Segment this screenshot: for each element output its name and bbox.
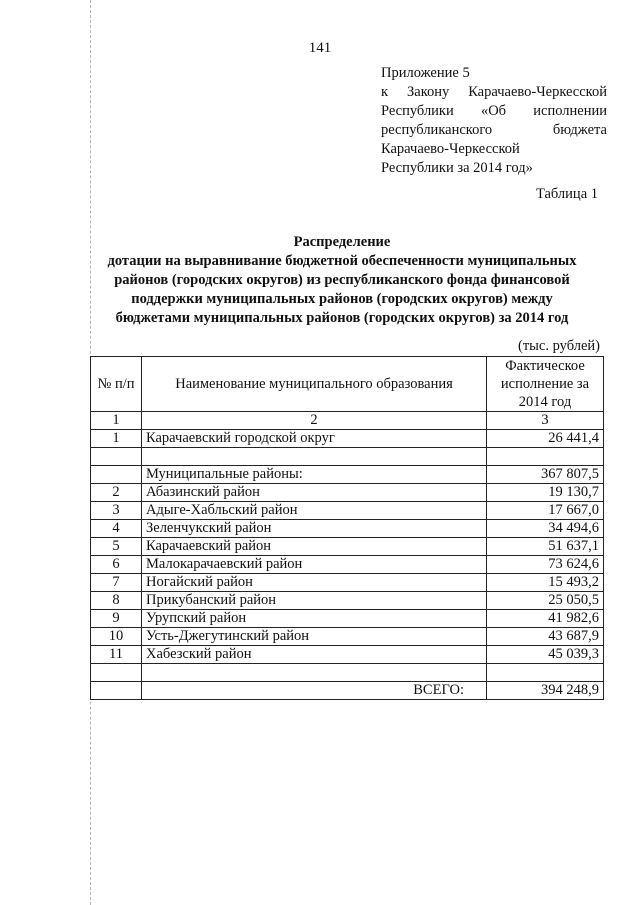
index-cell: 1	[91, 412, 142, 430]
row-name: Карачаевский городской округ	[142, 430, 487, 448]
table-row	[91, 610, 604, 628]
appendix-line: Карачаево-Черкесской	[381, 141, 520, 157]
table-row	[91, 574, 604, 592]
row-amount: 45 039,3	[487, 646, 604, 664]
row-name: Хабезский район	[142, 646, 487, 664]
table-row	[91, 646, 604, 664]
column-index-row	[91, 412, 604, 430]
row-amount: 34 494,6	[487, 520, 604, 538]
row-amount: 19 130,7	[487, 484, 604, 502]
page-number: 141	[308, 40, 332, 56]
appendix-line: Приложение 5	[381, 65, 470, 81]
row-name: Малокарачаевский район	[142, 556, 487, 574]
row-num: 8	[91, 592, 142, 610]
empty-row	[91, 448, 604, 466]
appendix-line: республиканского бюджета	[381, 122, 607, 138]
header-amount: Фактическое исполнение за 2014 год	[487, 357, 604, 412]
row-name: Прикубанский район	[142, 592, 487, 610]
row-amount: 25 050,5	[487, 592, 604, 610]
index-cell: 2	[142, 412, 487, 430]
row-num: 2	[91, 484, 142, 502]
appendix-line: Республики за 2014 год»	[381, 160, 533, 176]
row-name: Урупский район	[142, 610, 487, 628]
table-row	[91, 538, 604, 556]
subsidy-table	[90, 356, 604, 700]
row-name: Карачаевский район	[142, 538, 487, 556]
row-name: Абазинский район	[142, 484, 487, 502]
table-row	[91, 466, 604, 484]
index-cell: 3	[487, 412, 604, 430]
table-row	[91, 628, 604, 646]
row-name: Адыге-Хабльский район	[142, 502, 487, 520]
row-amount: 26 441,4	[487, 430, 604, 448]
row-num: 9	[91, 610, 142, 628]
row-amount: 15 493,2	[487, 574, 604, 592]
row-num: 7	[91, 574, 142, 592]
table-header-row	[91, 357, 604, 412]
table-row	[91, 520, 604, 538]
row-name: Усть-Джегутинский район	[142, 628, 487, 646]
table-row	[91, 592, 604, 610]
row-name: Ногайский район	[142, 574, 487, 592]
row-amount: 73 624,6	[487, 556, 604, 574]
row-num: 10	[91, 628, 142, 646]
appendix-line: к Закону Карачаево-Черкесской	[381, 84, 607, 100]
row-num: 3	[91, 502, 142, 520]
row-name: Муниципальные районы:	[142, 466, 487, 484]
row-amount: 43 687,9	[487, 628, 604, 646]
total-label: ВСЕГО:	[142, 682, 487, 700]
row-amount: 17 667,0	[487, 502, 604, 520]
title-line: поддержки муниципальных районов (городских округов) между	[131, 291, 553, 307]
row-num: 6	[91, 556, 142, 574]
row-amount: 41 982,6	[487, 610, 604, 628]
table-row	[91, 430, 604, 448]
table-row	[91, 484, 604, 502]
title-line: районов (городских округов) из республиканского фонда финансовой	[114, 272, 570, 288]
row-num: 4	[91, 520, 142, 538]
header-name: Наименование муниципального образования	[142, 357, 487, 412]
title-line: дотации на выравнивание бюджетной обеспеченности муниципальных	[107, 253, 577, 269]
title-line: бюджетами муниципальных районов (городских округов) за 2014 год	[115, 310, 569, 326]
total-amount: 394 248,9	[487, 682, 604, 700]
table-label: Таблица 1	[535, 186, 598, 202]
appendix-reference	[381, 64, 607, 178]
row-name: Зеленчукский район	[142, 520, 487, 538]
table-row	[91, 556, 604, 574]
header-num: № п/п	[91, 357, 142, 412]
units-label: (тыс. рублей)	[518, 338, 600, 354]
empty-row	[91, 664, 604, 682]
row-num: 1	[91, 430, 142, 448]
row-amount: 367 807,5	[487, 466, 604, 484]
row-amount: 51 637,1	[487, 538, 604, 556]
row-num: 11	[91, 646, 142, 664]
appendix-line: Республики «Об исполнении	[381, 103, 607, 119]
row-num: 5	[91, 538, 142, 556]
table-row	[91, 502, 604, 520]
total-row	[91, 682, 604, 700]
document-title	[84, 233, 600, 328]
title-line: Распределение	[293, 234, 391, 250]
